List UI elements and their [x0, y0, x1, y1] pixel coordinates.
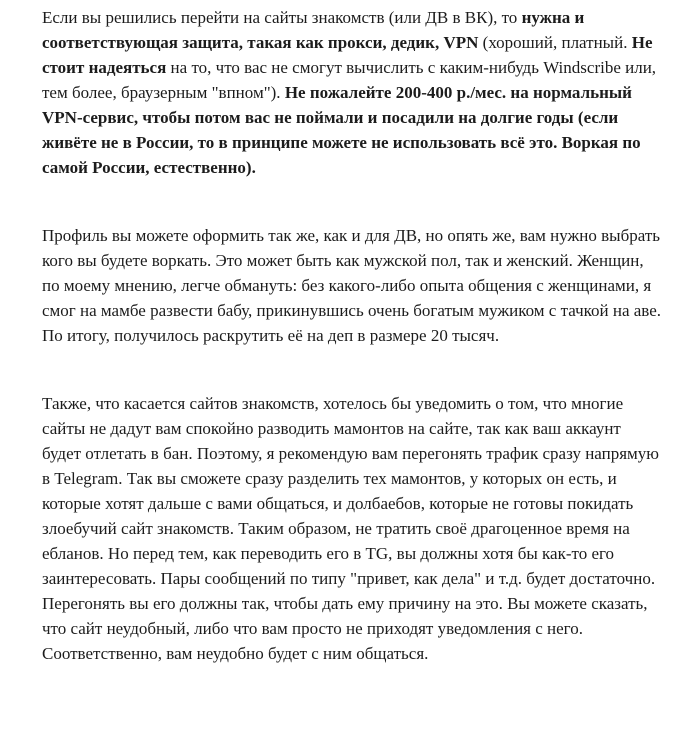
- text-segment: (хороший, платный.: [478, 33, 632, 52]
- bold-text-segment: Не стоит надеяться: [42, 33, 653, 77]
- text-segment: Если вы решились перейти на сайты знакомств (или ДВ в ВК), то: [42, 8, 522, 27]
- paragraph: [42, 391, 662, 666]
- text-segment: Профиль вы можете оформить так же, как и для ДВ, но опять же, вам нужно выбрать кого вы будете воркать. Это может быть как мужской пол, так и женский. Женщин, по моему мнению, легче обмануть: без какого-либо опыта общения с женщинами, я смог на мамбе развести бабу, прикинувшись очень богатым мужиком с тачкой на аве. По итогу, получилось раскрутить её на деп в размере 20 тысяч.: [42, 226, 662, 345]
- paragraph: [42, 223, 662, 348]
- bold-text-segment: нужна и соответствующая защита, такая как прокси, дедик, VPN: [42, 8, 585, 52]
- text-segment: на то, что вас не смогут вычислить с каким-нибудь Windscribe или, тем более, браузерным "впном").: [42, 58, 657, 102]
- bold-text-segment: Не пожалейте 200-400 р./мес. на нормальный VPN-сервис, чтобы потом вас не поймали и посадили на долгие годы (если живёте не в России, то в принципе можете не использовать всё это. Воркая по самой России, естественно).: [42, 83, 641, 177]
- paragraph: [42, 5, 662, 180]
- text-segment: Также, что касается сайтов знакомств, хотелось бы уведомить о том, что многие сайты не дадут вам спокойно разводить мамонтов на сайте, так как ваш аккаунт будет отлетать в бан. Поэтому, я рекомендую вам перегонять трафик сразу напрямую в Telegram. Так вы сможете сразу разделить тех мамонтов, у которых он есть, и которые хотят дальше с вами общаться, и долбаебов, которые не готовы покидать злоебучий сайт знакомств. Таким образом, не тратить своё драгоценное время на ебланов. Но перед тем, как переводить его в TG, вы должны хотя бы как-то его заинтересовать. Пары сообщений по типу "привет, как дела" и т.д. будет достаточно. Перегонять вы его должны так, чтобы дать ему причину на это. Вы можете сказать, что сайт неудобный, либо что вам просто не приходят уведомления с него. Соответственно, вам неудобно будет с ним общаться.: [42, 394, 660, 663]
